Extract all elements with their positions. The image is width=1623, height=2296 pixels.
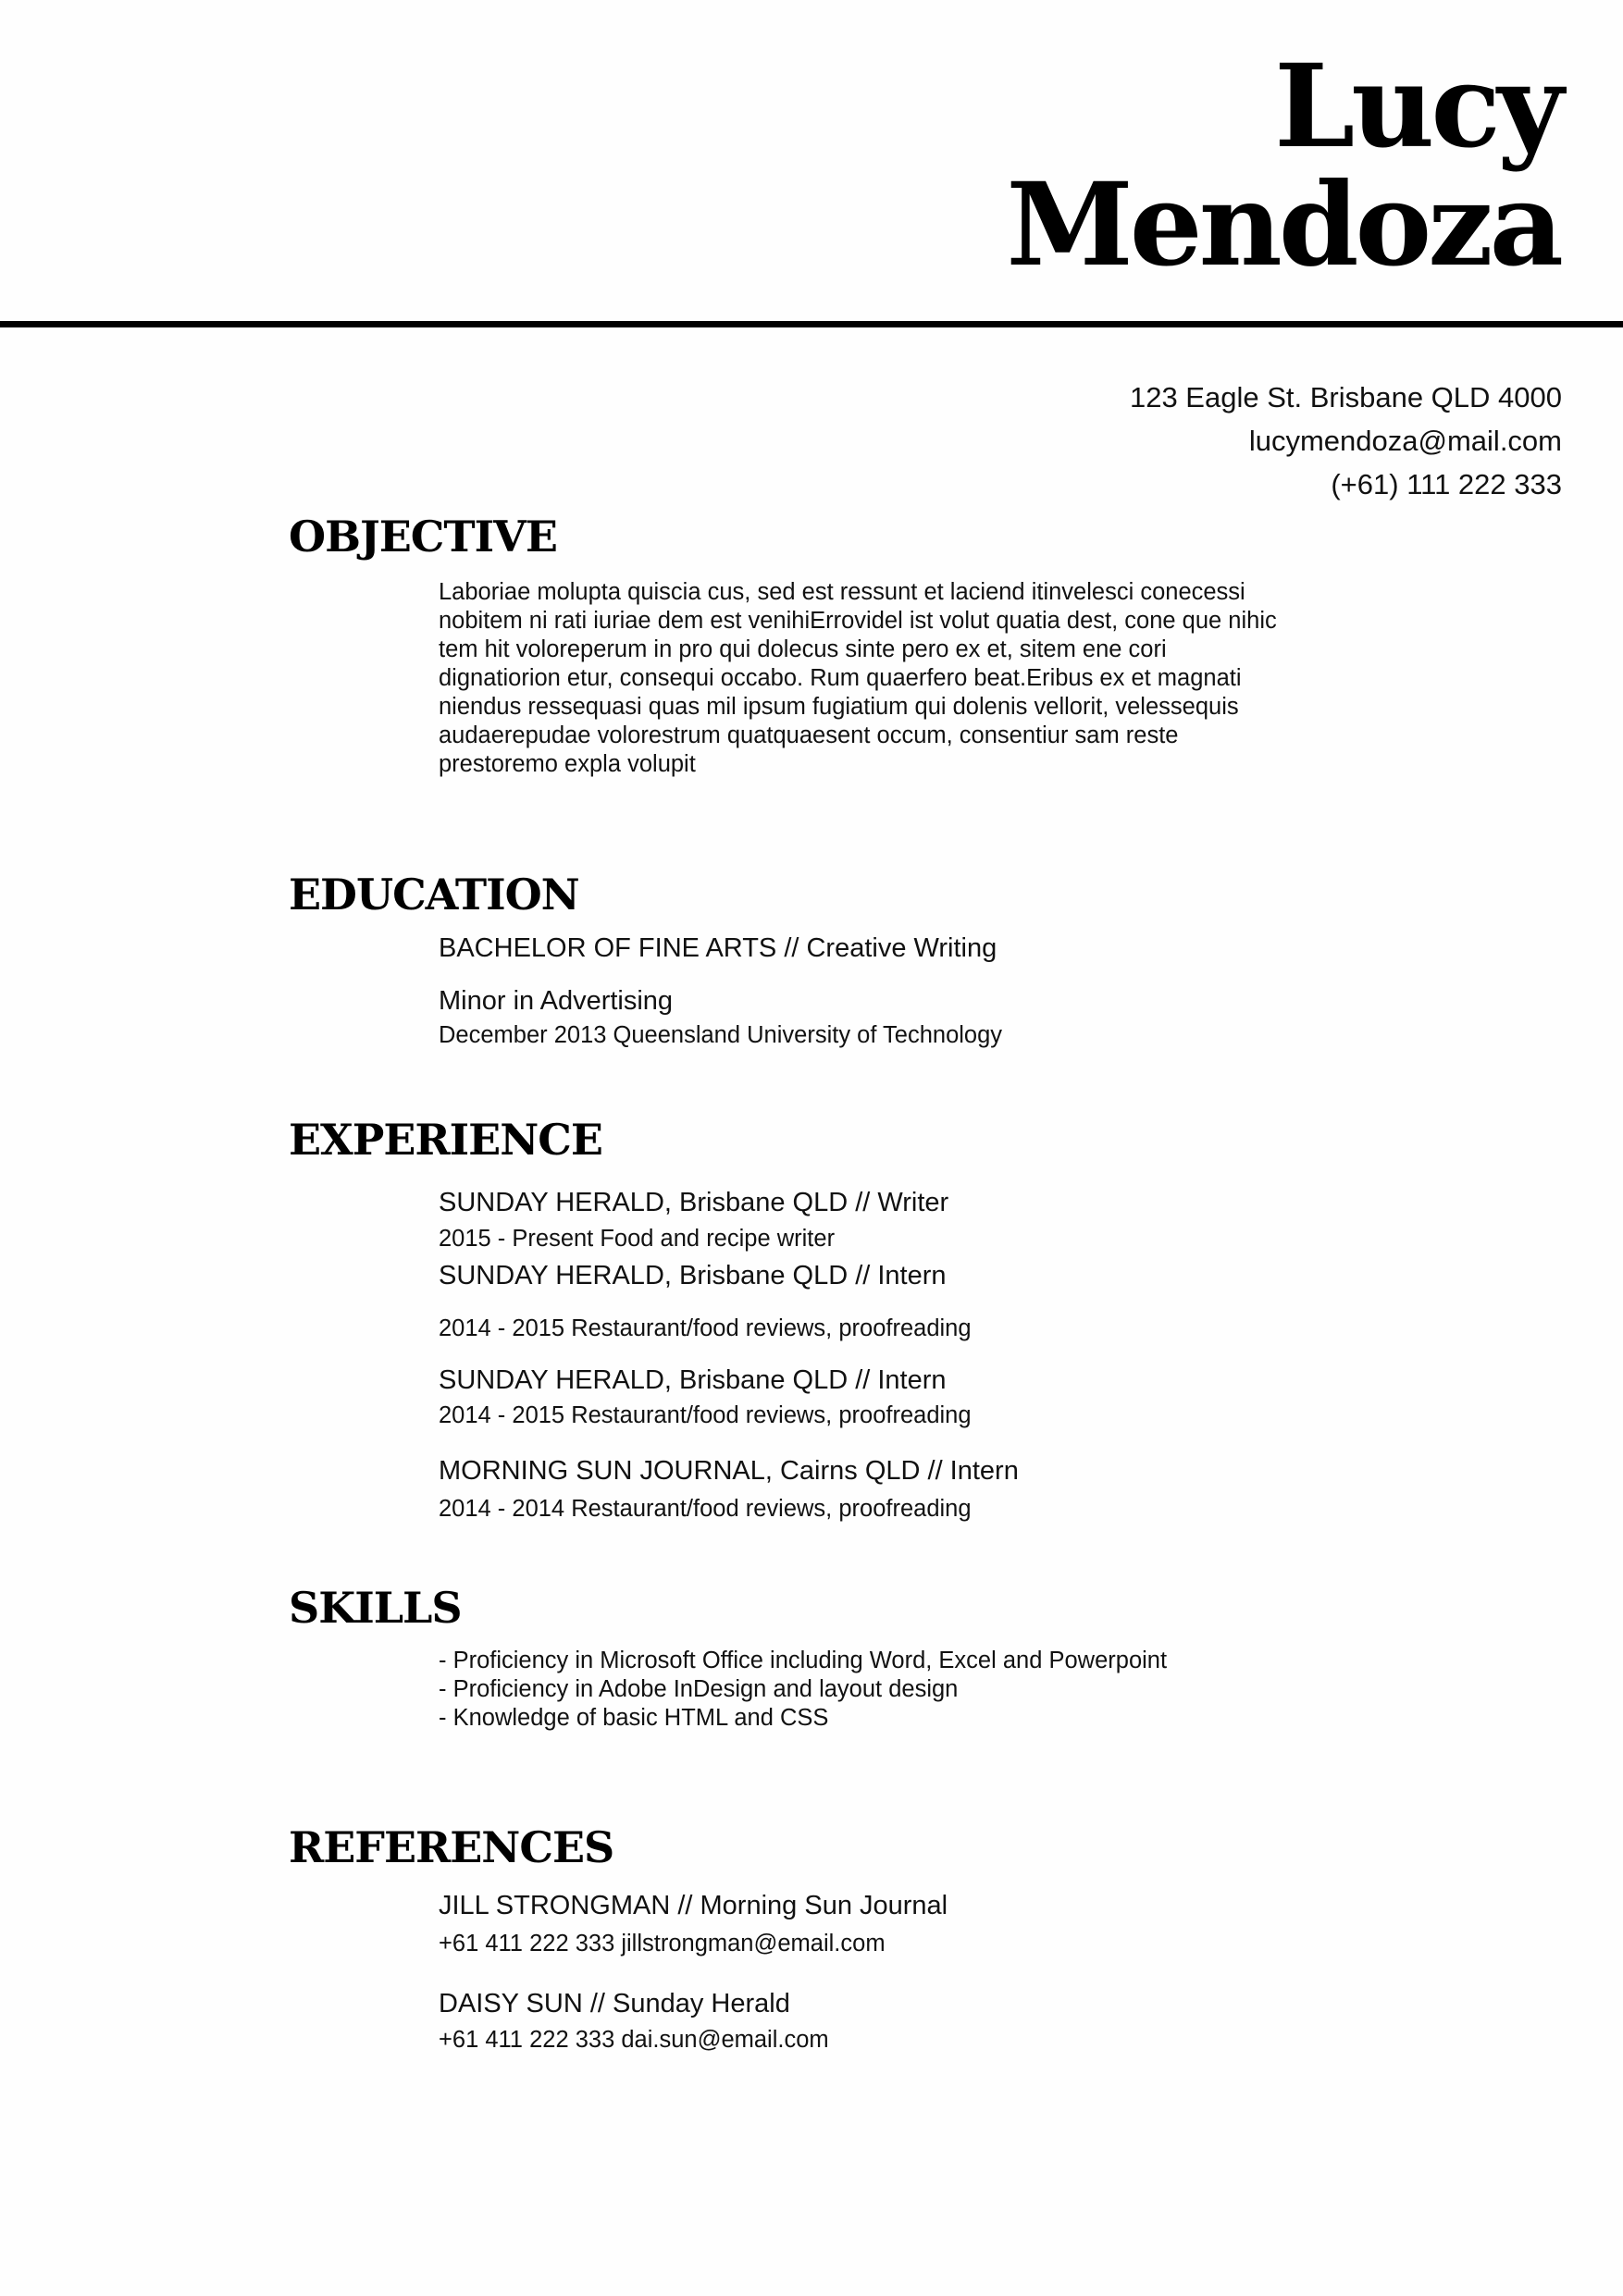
first-name: Lucy [1274,40,1560,174]
experience-title: MORNING SUN JOURNAL, Cairns QLD // Intern [439,1456,1019,1486]
experience-title: SUNDAY HERALD, Brisbane QLD // Intern [439,1365,947,1395]
skill-item: - Proficiency in Microsoft Office including Word, Excel and Powerpoint [439,1648,1168,1673]
experience-details: 2014 - 2014 Restaurant/food reviews, proofreading [439,1496,972,1522]
skill-item: - Proficiency in Adobe InDesign and layout design [439,1676,959,1702]
experience-title: SUNDAY HERALD, Brisbane QLD // Intern [439,1261,947,1290]
header-divider [0,321,1623,327]
contact-phone: (+61) 111 222 333 [1331,468,1562,500]
education-heading: EDUCATION [289,870,579,920]
experience-heading: EXPERIENCE [289,1115,602,1165]
contact-block [1130,376,1562,506]
education-degree: BACHELOR OF FINE ARTS // Creative Writing [439,933,997,963]
reference-name: DAISY SUN // Sunday Herald [439,1989,790,2018]
skill-item: - Knowledge of basic HTML and CSS [439,1705,829,1731]
experience-title: SUNDAY HERALD, Brisbane QLD // Writer [439,1188,949,1217]
contact-email: lucymendoza@mail.com [1248,425,1562,457]
reference-contact: +61 411 222 333 dai.sun@email.com [439,2027,829,2053]
objective-text: Laboriae molupta quiscia cus, sed est ressunt et laciend itinvelesci conecessi nobitem ni rati iuriae dem est venihiErrovidel ist volut quatia dest, cone que nihic tem hit voloreperum in pro qui dolecus sinte pero ex et, sitem ene cori dignatiorion etur, consequi occabo. Rum quaerfero beat.Eribus ex et magnati niendus ressequasi quas mil ipsum fugiatium qui dolenis vellorit, velessequis audaerepudae volorestrum quatquaesent occum, consentiur sam reste prestoremo expla volupit [439,579,1277,777]
experience-details: 2015 - Present Food and recipe writer [439,1226,836,1252]
experience-details: 2014 - 2015 Restaurant/food reviews, proofreading [439,1402,972,1428]
education-details: December 2013 Queensland University of Technology [439,1022,1003,1048]
contact-address: 123 Eagle St. Brisbane QLD 4000 [1129,381,1562,414]
experience-details: 2014 - 2015 Restaurant/food reviews, proofreading [439,1315,972,1341]
last-name: Mendoza [1006,158,1560,292]
skills-list [439,1647,1167,1733]
education-minor: Minor in Advertising [439,986,674,1016]
applicant-name [1006,40,1560,292]
references-heading: REFERENCES [289,1822,614,1872]
reference-contact: +61 411 222 333 jillstrongman@email.com [439,1931,886,1957]
objective-heading: OBJECTIVE [289,512,557,562]
skills-heading: SKILLS [289,1583,462,1633]
reference-name: JILL STRONGMAN // Morning Sun Journal [439,1891,948,1920]
